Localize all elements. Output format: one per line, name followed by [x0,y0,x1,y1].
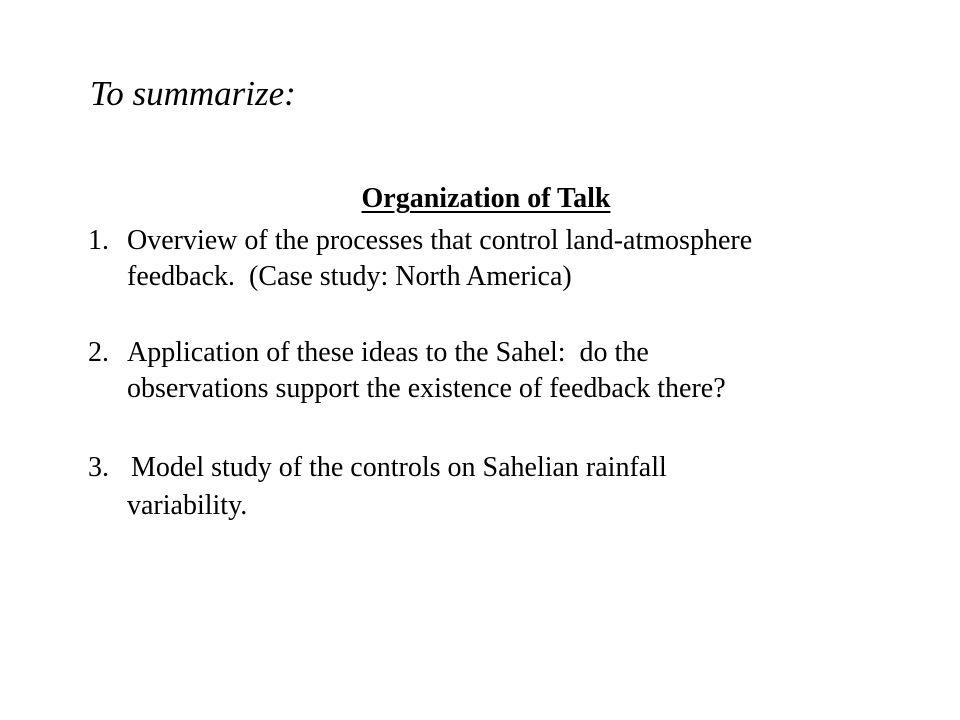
list-item-number: 3. [88,452,109,483]
list-item-line: observations support the existence of feedback there? [127,373,726,404]
list-item-line: variability. [127,490,248,521]
list-item-text [127,223,752,295]
list-item-text [127,335,726,407]
list-item-line: feedback. (Case study: North America) [127,261,572,292]
list-item-line: Overview of the processes that control land-atmosphere [127,225,753,256]
summary-heading: To summarize: [90,74,296,113]
list-item-number: 2. [88,337,109,368]
list-item-line: Application of these ideas to the Sahel: do the [127,337,649,368]
list-item-number: 1. [88,225,109,256]
list-item-line: Model study of the controls on Sahelian rainfall [131,452,667,483]
list-item-text [127,450,667,524]
slide-title-text: Organization of Talk [361,183,611,214]
